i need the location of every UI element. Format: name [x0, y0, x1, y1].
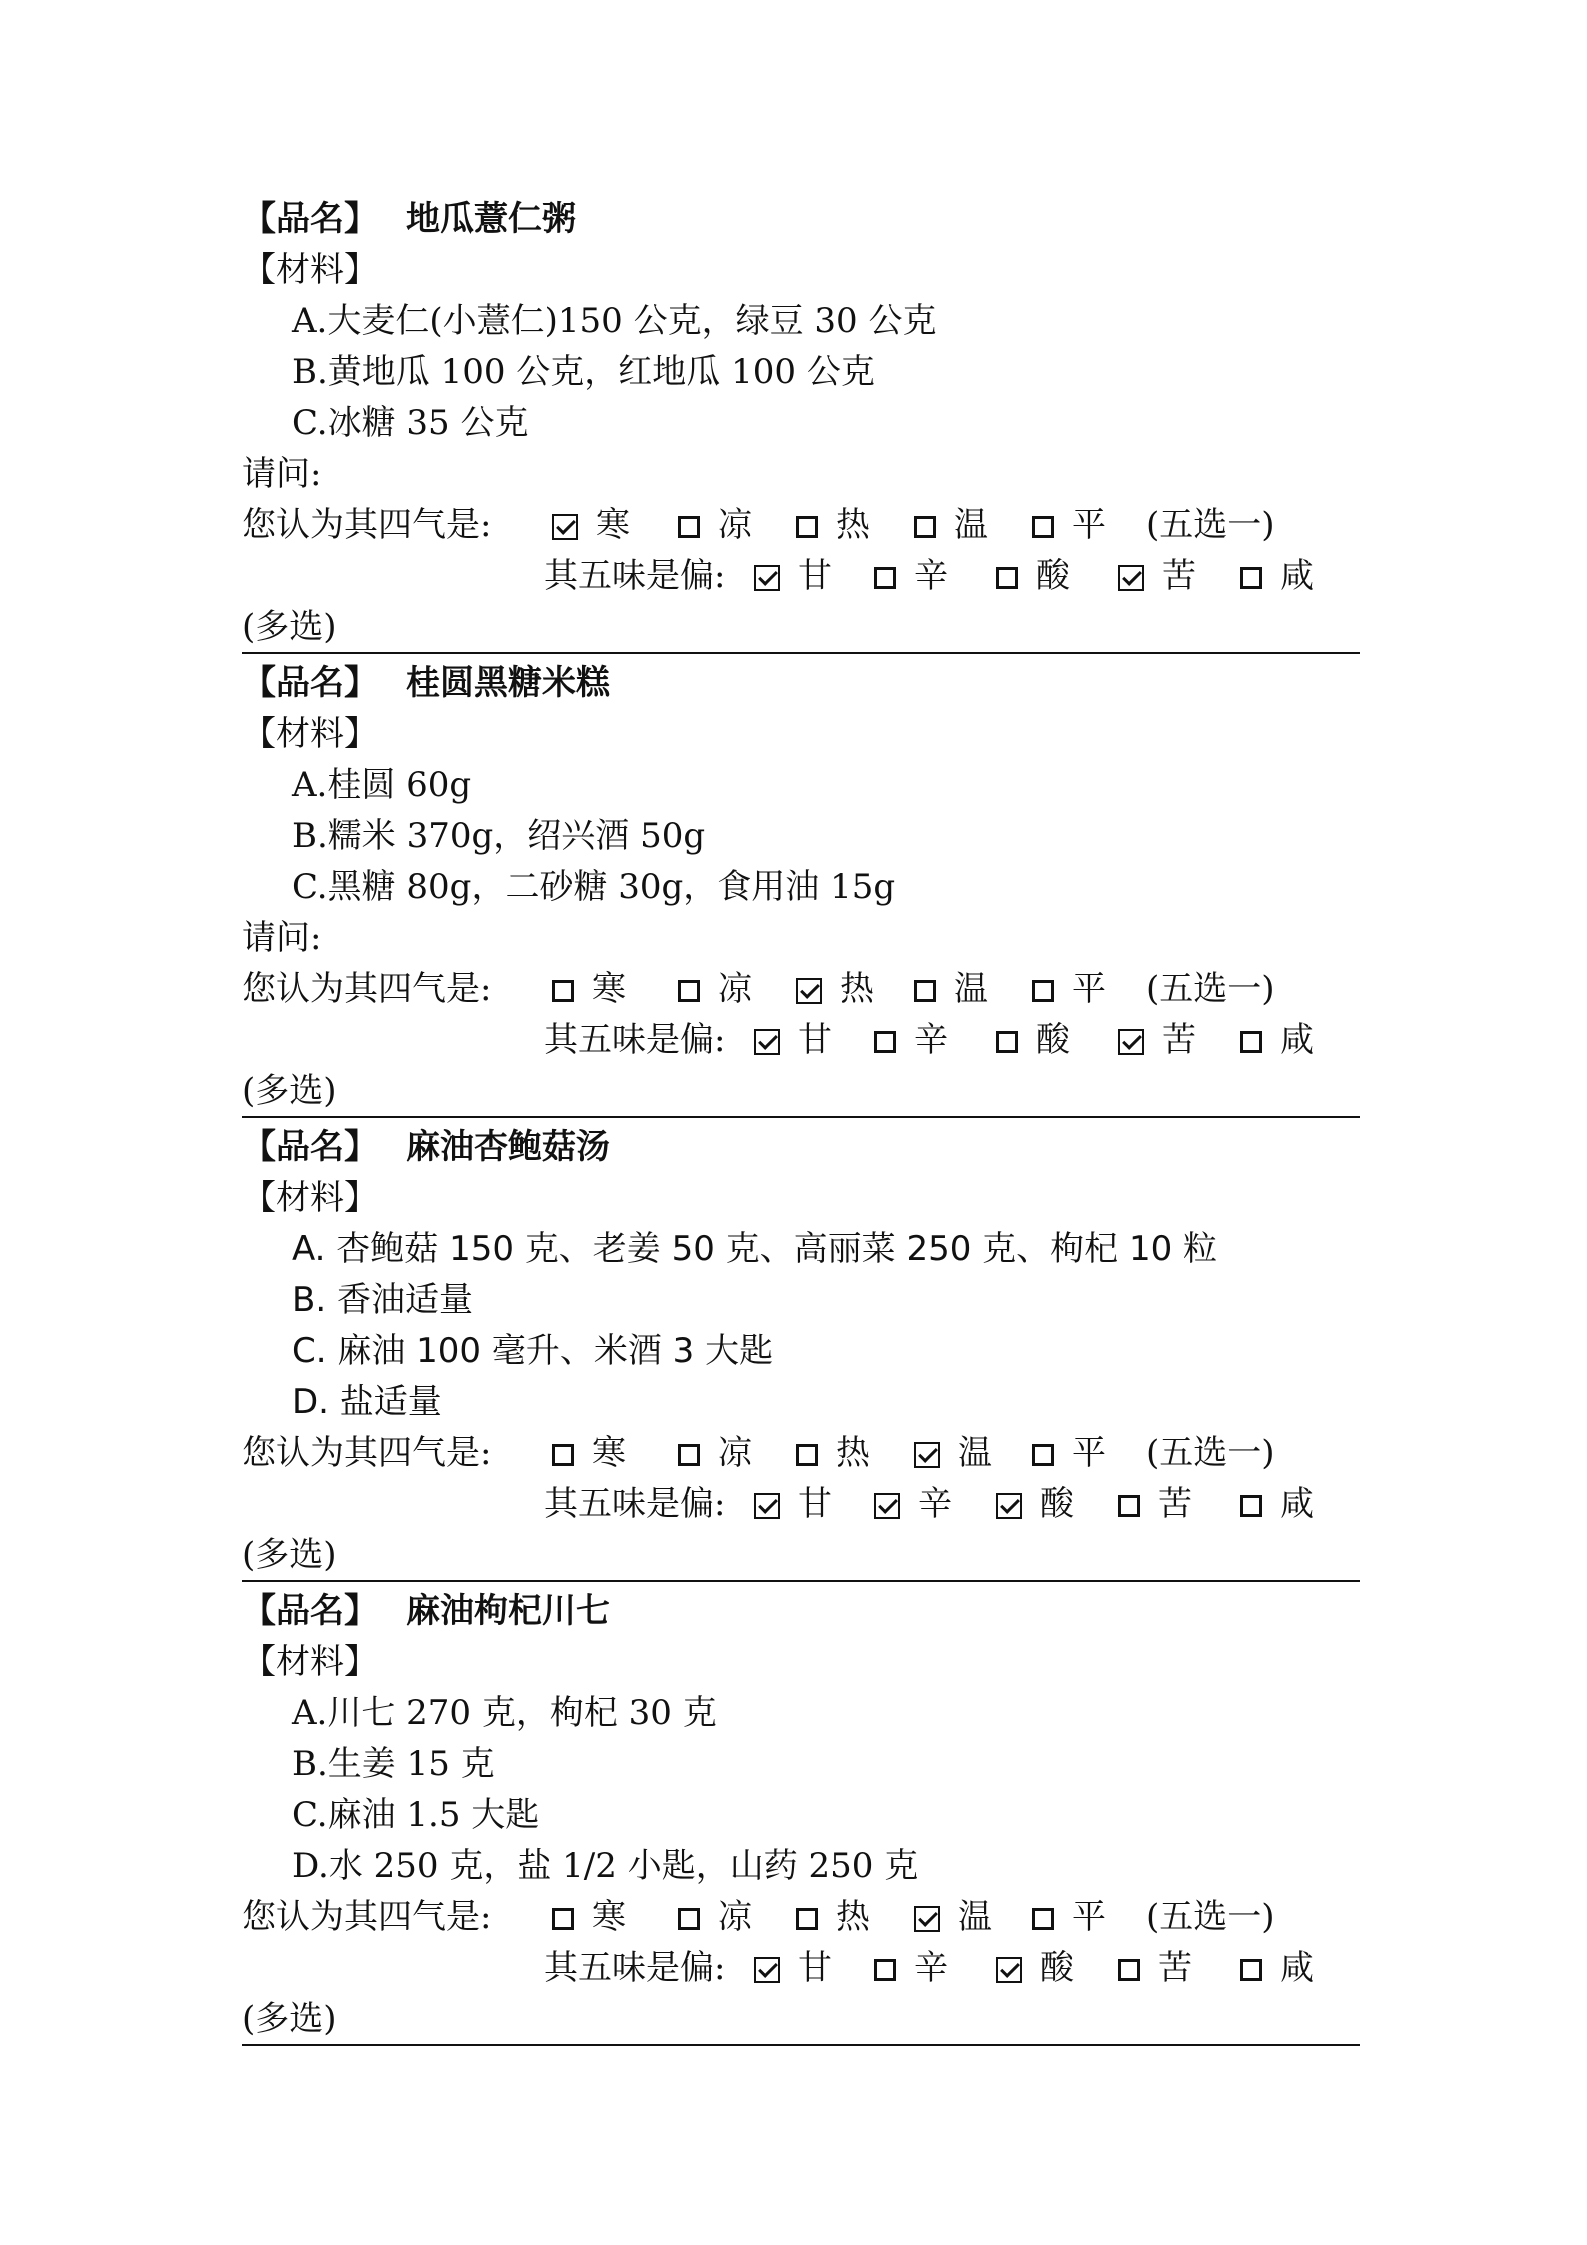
option-label: 酸: [1036, 1020, 1070, 1060]
option-label: 辛: [918, 1484, 952, 1524]
option-1[interactable]: [552, 1428, 678, 1479]
ingredient-line: B.黄地瓜 100 公克，红地瓜 100 公克: [292, 352, 875, 392]
option-5[interactable]: [1032, 500, 1150, 551]
recipe-section-1: [242, 194, 1360, 653]
option-label: 酸: [1040, 1484, 1074, 1524]
checked-checkbox-icon[interactable]: [996, 1957, 1022, 1983]
name-tag: 【品名】: [242, 1591, 378, 1631]
option-label: 苦: [1162, 556, 1196, 596]
option-2[interactable]: [874, 1943, 996, 1994]
checkbox-icon[interactable]: [678, 1908, 700, 1930]
option-label: 温: [958, 1897, 992, 1937]
option-label: 平: [1072, 969, 1106, 1009]
checkbox-icon[interactable]: [1118, 1495, 1140, 1517]
five-flavor-row: [242, 551, 1360, 602]
ingredient-line: B.生姜 15 克: [292, 1744, 495, 1784]
pick-one-note: (五选一): [1146, 505, 1275, 545]
option-label: 辛: [914, 556, 948, 596]
checkbox-icon[interactable]: [678, 980, 700, 1002]
five-flavor-options: [754, 1943, 1362, 1994]
option-label: 凉: [718, 1433, 752, 1473]
five-flavor-prompt: 其五味是偏:: [544, 556, 726, 596]
checkbox-icon[interactable]: [1032, 1444, 1054, 1466]
option-label: 甘: [798, 1484, 832, 1524]
option-label: 寒: [592, 1897, 626, 1937]
ask-label: 请问:: [242, 918, 322, 958]
four-qi-row: [242, 964, 1360, 1015]
option-5[interactable]: [1032, 1892, 1150, 1943]
multi-select-note: (多选): [242, 1071, 337, 1111]
five-flavor-prompt: 其五味是偏:: [544, 1948, 726, 1988]
option-5[interactable]: [1240, 1479, 1362, 1530]
five-flavor-options: [754, 1479, 1362, 1530]
option-5[interactable]: [1240, 1015, 1362, 1066]
materials-heading: 【材料】: [242, 250, 378, 290]
name-tag: 【品名】: [242, 199, 378, 239]
option-label: 咸: [1280, 556, 1314, 596]
option-label: 甘: [798, 1948, 832, 1988]
checked-checkbox-icon[interactable]: [874, 1493, 900, 1519]
recipe-name-line: [242, 658, 1360, 709]
option-label: 凉: [718, 1897, 752, 1937]
four-qi-options: [552, 500, 1150, 551]
checkbox-icon[interactable]: [874, 567, 896, 589]
recipe-section-3: [242, 1122, 1360, 1581]
checkbox-icon[interactable]: [552, 980, 574, 1002]
ingredient-line: A. 杏鲍菇 150 克、老姜 50 克、高丽菜 250 克、枸杞 10 粒: [292, 1229, 1218, 1269]
option-label: 寒: [596, 505, 630, 545]
multi-select-note: (多选): [242, 607, 337, 647]
section-divider: [242, 1580, 1360, 1582]
checkbox-icon[interactable]: [1032, 1908, 1054, 1930]
option-1[interactable]: [552, 1892, 678, 1943]
option-1[interactable]: [754, 1015, 874, 1066]
four-qi-row: [242, 1428, 1360, 1479]
checkbox-icon[interactable]: [1032, 980, 1054, 1002]
ingredient-line: C.黑糖 80g，二砂糖 30g，食用油 15g: [292, 867, 896, 907]
option-label: 凉: [718, 505, 752, 545]
five-flavor-row: [242, 1479, 1360, 1530]
checkbox-icon[interactable]: [552, 1444, 574, 1466]
option-2[interactable]: [678, 1428, 796, 1479]
multi-select-note: (多选): [242, 1535, 337, 1575]
four-qi-prompt: 您认为其四气是:: [242, 969, 492, 1009]
option-label: 温: [954, 969, 988, 1009]
option-label: 寒: [592, 969, 626, 1009]
ingredient-line: A.川七 270 克，枸杞 30 克: [292, 1693, 717, 1733]
option-1[interactable]: [754, 551, 874, 602]
five-flavor-prompt: 其五味是偏:: [544, 1484, 726, 1524]
ingredient-line: C.麻油 1.5 大匙: [292, 1795, 540, 1835]
checkbox-icon[interactable]: [678, 1444, 700, 1466]
option-4[interactable]: [914, 1892, 1032, 1943]
four-qi-options: [552, 964, 1150, 1015]
option-3[interactable]: [796, 964, 914, 1015]
option-label: 酸: [1040, 1948, 1074, 1988]
ingredient-line: A.大麦仁(小薏仁)150 公克，绿豆 30 公克: [292, 301, 937, 341]
option-2[interactable]: [874, 551, 996, 602]
option-5[interactable]: [1032, 1428, 1150, 1479]
option-4[interactable]: [914, 964, 1032, 1015]
checked-checkbox-icon[interactable]: [754, 1493, 780, 1519]
checkbox-icon[interactable]: [1240, 1495, 1262, 1517]
section-divider: [242, 2044, 1360, 2046]
checked-checkbox-icon[interactable]: [1118, 1029, 1144, 1055]
recipe-name: 桂圆黑糖米糕: [406, 663, 610, 703]
pick-one-note: (五选一): [1146, 1433, 1275, 1473]
five-flavor-row: [242, 1015, 1360, 1066]
option-3[interactable]: [996, 551, 1118, 602]
option-1[interactable]: [754, 1479, 874, 1530]
checkbox-icon[interactable]: [678, 516, 700, 538]
checkbox-icon[interactable]: [1240, 1031, 1262, 1053]
checked-checkbox-icon[interactable]: [754, 1957, 780, 1983]
option-3[interactable]: [796, 1428, 914, 1479]
checkbox-icon[interactable]: [1032, 516, 1054, 538]
option-1[interactable]: [552, 500, 678, 551]
option-5[interactable]: [1240, 1943, 1362, 1994]
recipe-name: 麻油枸杞川七: [406, 1591, 610, 1631]
option-4[interactable]: [1118, 1943, 1240, 1994]
option-label: 咸: [1280, 1020, 1314, 1060]
multi-select-note: (多选): [242, 1999, 337, 2039]
checked-checkbox-icon[interactable]: [914, 1442, 940, 1468]
option-label: 辛: [914, 1020, 948, 1060]
materials-heading: 【材料】: [242, 714, 378, 754]
option-1[interactable]: [754, 1943, 874, 1994]
option-2[interactable]: [874, 1015, 996, 1066]
option-label: 热: [836, 1433, 870, 1473]
ingredient-line: C.冰糖 35 公克: [292, 403, 529, 443]
checked-checkbox-icon[interactable]: [914, 1906, 940, 1932]
checked-checkbox-icon[interactable]: [754, 565, 780, 591]
four-qi-options: [552, 1428, 1150, 1479]
checkbox-icon[interactable]: [796, 516, 818, 538]
four-qi-prompt: 您认为其四气是:: [242, 1433, 492, 1473]
option-3[interactable]: [996, 1943, 1118, 1994]
checkbox-icon[interactable]: [914, 980, 936, 1002]
materials-heading: 【材料】: [242, 1642, 378, 1682]
checkbox-icon[interactable]: [874, 1031, 896, 1053]
checked-checkbox-icon[interactable]: [1118, 565, 1144, 591]
recipe-section-2: [242, 658, 1360, 1117]
option-3[interactable]: [996, 1479, 1118, 1530]
recipe-name-line: [242, 194, 1360, 245]
checkbox-icon[interactable]: [796, 1908, 818, 1930]
recipe-name-line: [242, 1586, 1360, 1637]
option-4[interactable]: [1118, 1015, 1240, 1066]
option-label: 平: [1072, 1897, 1106, 1937]
ingredient-line: D. 盐适量: [292, 1382, 442, 1422]
option-label: 咸: [1280, 1948, 1314, 1988]
checked-checkbox-icon[interactable]: [754, 1029, 780, 1055]
five-flavor-options: [754, 551, 1362, 602]
option-label: 平: [1072, 505, 1106, 545]
option-label: 热: [840, 969, 874, 1009]
five-flavor-prompt: 其五味是偏:: [544, 1020, 726, 1060]
ingredient-line: A.桂圆 60g: [292, 765, 472, 805]
checkbox-icon[interactable]: [914, 516, 936, 538]
four-qi-options: [552, 1892, 1150, 1943]
checkbox-icon[interactable]: [1118, 1959, 1140, 1981]
checkbox-icon[interactable]: [1240, 1959, 1262, 1981]
pick-one-note: (五选一): [1146, 1897, 1275, 1937]
option-4[interactable]: [1118, 1479, 1240, 1530]
option-4[interactable]: [914, 500, 1032, 551]
ingredient-line: B.糯米 370g，绍兴酒 50g: [292, 816, 706, 856]
option-3[interactable]: [796, 1892, 914, 1943]
ask-label: 请问:: [242, 454, 322, 494]
ingredient-line: D.水 250 克，盐 1/2 小匙，山药 250 克: [292, 1846, 919, 1886]
option-label: 甘: [798, 556, 832, 596]
four-qi-row: [242, 1892, 1360, 1943]
option-2[interactable]: [678, 1892, 796, 1943]
option-label: 甘: [798, 1020, 832, 1060]
checkbox-icon[interactable]: [874, 1959, 896, 1981]
recipe-section-4: [242, 1586, 1360, 2045]
ingredient-line: B. 香油适量: [292, 1280, 473, 1320]
option-label: 苦: [1162, 1020, 1196, 1060]
option-label: 温: [958, 1433, 992, 1473]
option-label: 苦: [1158, 1484, 1192, 1524]
option-5[interactable]: [1032, 964, 1150, 1015]
option-1[interactable]: [552, 964, 678, 1015]
checkbox-icon[interactable]: [996, 567, 1018, 589]
option-4[interactable]: [1118, 551, 1240, 602]
checkbox-icon[interactable]: [1240, 567, 1262, 589]
pick-one-note: (五选一): [1146, 969, 1275, 1009]
checked-checkbox-icon[interactable]: [552, 514, 578, 540]
option-2[interactable]: [678, 500, 796, 551]
five-flavor-row: [242, 1943, 1360, 1994]
option-label: 凉: [718, 969, 752, 1009]
option-label: 平: [1072, 1433, 1106, 1473]
option-label: 温: [954, 505, 988, 545]
checkbox-icon[interactable]: [796, 1444, 818, 1466]
option-3[interactable]: [996, 1015, 1118, 1066]
checked-checkbox-icon[interactable]: [996, 1493, 1022, 1519]
option-2[interactable]: [678, 964, 796, 1015]
option-label: 辛: [914, 1948, 948, 1988]
four-qi-prompt: 您认为其四气是:: [242, 505, 492, 545]
recipe-name-line: [242, 1122, 1360, 1173]
recipe-name: 麻油杏鲍菇汤: [406, 1127, 610, 1167]
ingredient-line: C. 麻油 100 毫升、米酒 3 大匙: [292, 1331, 774, 1371]
option-label: 酸: [1036, 556, 1070, 596]
option-3[interactable]: [796, 500, 914, 551]
option-label: 热: [836, 505, 870, 545]
materials-heading: 【材料】: [242, 1178, 378, 1218]
five-flavor-options: [754, 1015, 1362, 1066]
name-tag: 【品名】: [242, 1127, 378, 1167]
option-4[interactable]: [914, 1428, 1032, 1479]
option-label: 苦: [1158, 1948, 1192, 1988]
document-page: [242, 194, 1360, 2045]
checkbox-icon[interactable]: [996, 1031, 1018, 1053]
checkbox-icon[interactable]: [552, 1908, 574, 1930]
option-5[interactable]: [1240, 551, 1362, 602]
recipe-name: 地瓜薏仁粥: [406, 199, 576, 239]
option-2[interactable]: [874, 1479, 996, 1530]
section-divider: [242, 652, 1360, 654]
option-label: 热: [836, 1897, 870, 1937]
option-label: 寒: [592, 1433, 626, 1473]
section-divider: [242, 1116, 1360, 1118]
name-tag: 【品名】: [242, 663, 378, 703]
option-label: 咸: [1280, 1484, 1314, 1524]
four-qi-prompt: 您认为其四气是:: [242, 1897, 492, 1937]
four-qi-row: [242, 500, 1360, 551]
checked-checkbox-icon[interactable]: [796, 978, 822, 1004]
